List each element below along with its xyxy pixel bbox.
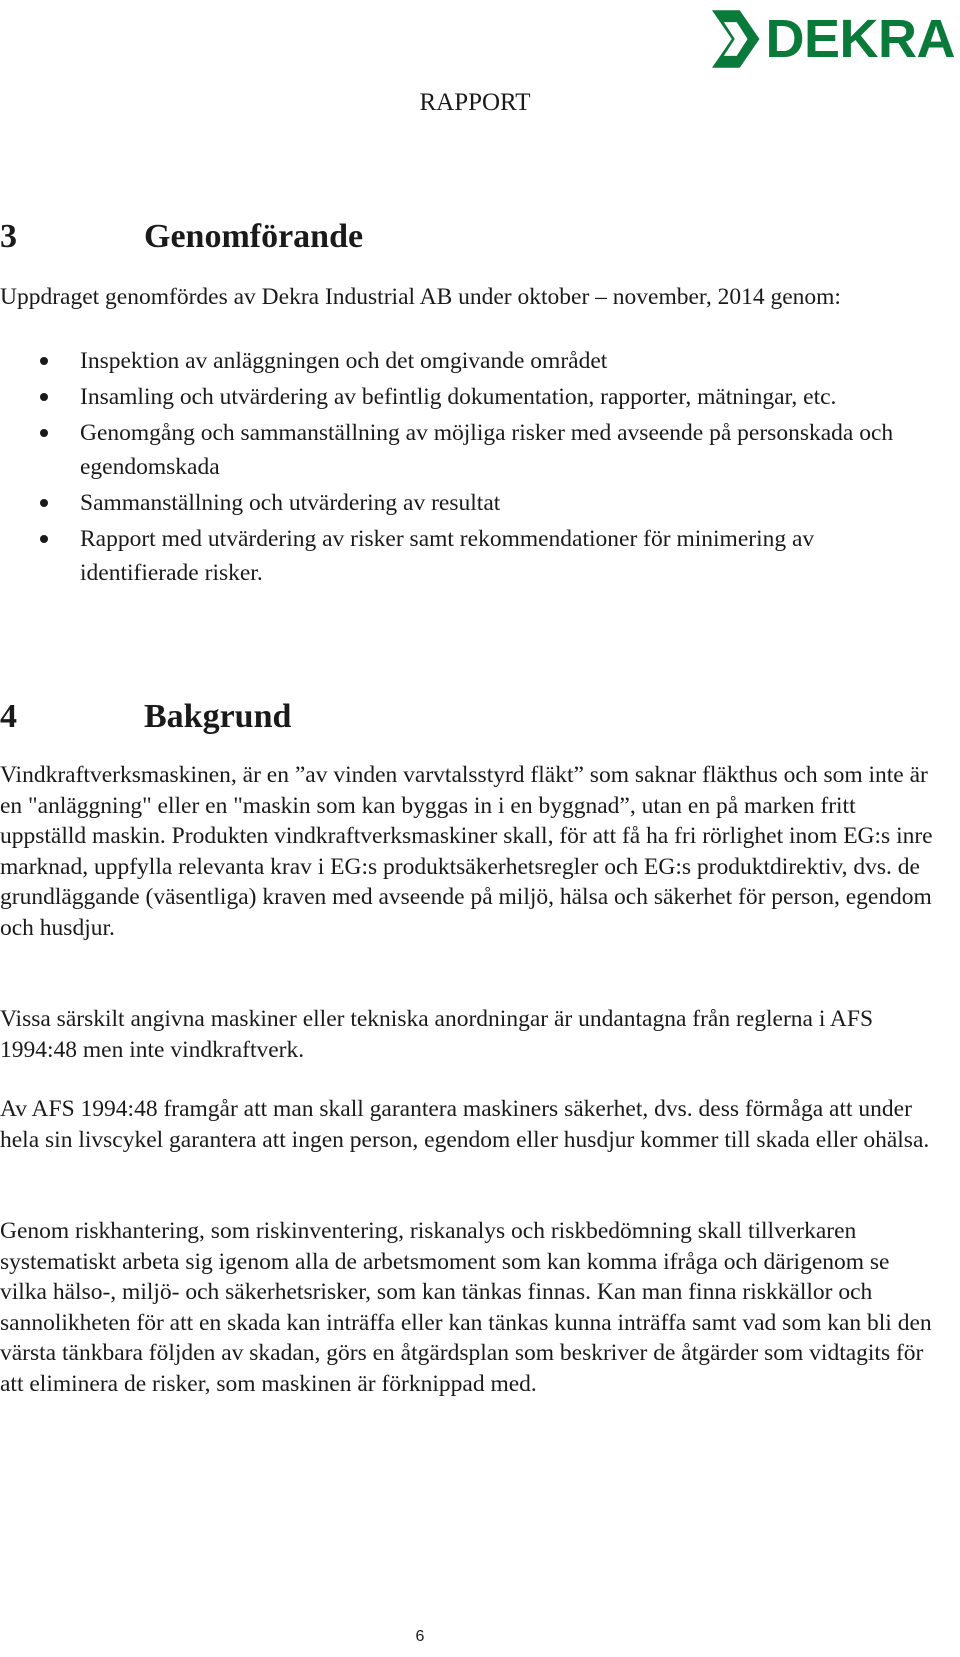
list-item-text: Rapport med utvärdering av risker samt rekommendationer för minimering av identifierade risker. xyxy=(80,526,815,586)
body-paragraph: Genom riskhantering, som riskinventering, riskanalys och riskbedömning skall tillverkaren systematiskt arbeta sig igenom alla de arbetsmoment som kan komma ifråga och därigenom se vilka hälso-, miljö- och säkerhetsrisker, som kan tänkas finnas. Kan man finna riskkällor och sannolikheten för att en skada kan inträffa eller kan tänkas kunna inträffa samt vad som kan bli den värsta tänkbara följden av skadan, görs en åtgärdsplan som beskriver de åtgärder som vidtagits för att eliminera de risker, som maskinen är förknippad med. xyxy=(0,1218,932,1397)
bullet-icon xyxy=(40,429,48,437)
bullet-icon xyxy=(40,393,48,401)
section-number: 3 xyxy=(0,218,17,255)
list-item xyxy=(0,416,900,484)
list-item xyxy=(0,344,900,378)
bullet-icon xyxy=(40,357,48,365)
list-item-text: Sammanställning och utvärdering av resultat xyxy=(80,490,501,516)
bullet-icon xyxy=(40,535,48,543)
list-item xyxy=(0,522,900,590)
body-paragraph: Vissa särskilt angivna maskiner eller tekniska anordningar är undantagna från reglerna i AFS 1994:48 men inte vindkraftverk. xyxy=(0,1006,874,1063)
report-label: RAPPORT xyxy=(419,89,531,116)
list-item-text: Inspektion av anläggningen och det omgivande området xyxy=(80,348,608,374)
dekra-arrow-icon xyxy=(710,8,761,70)
list-item xyxy=(0,380,900,414)
bullet-icon xyxy=(40,499,48,507)
page-number: 6 xyxy=(415,1628,425,1645)
list-item-text: Insamling och utvärdering av befintlig dokumentation, rapporter, mätningar, etc. xyxy=(80,384,837,410)
section-title: Bakgrund xyxy=(144,698,292,735)
section-heading-genomforande xyxy=(0,217,600,257)
logo-wordmark: DEKRA xyxy=(765,9,955,69)
dekra-logo xyxy=(710,6,955,72)
body-paragraph: Av AFS 1994:48 framgår att man skall garantera maskiners säkerhet, dvs. dess förmåga att under hela sin livscykel garantera att ingen person, egendom eller husdjur kommer till skada eller ohälsa. xyxy=(0,1096,930,1153)
intro-paragraph: Uppdraget genomfördes av Dekra Industrial AB under oktober – november, 2014 genom: xyxy=(0,284,841,310)
section-number: 4 xyxy=(0,698,17,735)
body-paragraph: Vindkraftverksmaskinen, är en ”av vinden varvtalsstyrd fläkt” som saknar fläkthus och som inte är en "anläggning" eller en "maskin som kan byggas in i en byggnad”, utan en på marken fritt uppställd maskin. Produkten vindkraftverksmaskiner skall, för att få ha fri rörlighet inom EG:s inre marknad, uppfylla relevanta krav i EG:s produktsäkerhetsregler och EG:s produktdirektiv, dvs. de grundläggande (väsentliga) kraven med avseende på miljö, hälsa och säkerhet för person, egendom och husdjur. xyxy=(0,762,933,941)
list-item-text: Genomgång och sammanställning av möjliga risker med avseende på personskada och egendomskada xyxy=(80,420,894,480)
section-title: Genomförande xyxy=(144,218,364,255)
section-heading-bakgrund xyxy=(0,697,600,737)
bullet-list xyxy=(0,344,900,592)
list-item xyxy=(0,486,900,520)
